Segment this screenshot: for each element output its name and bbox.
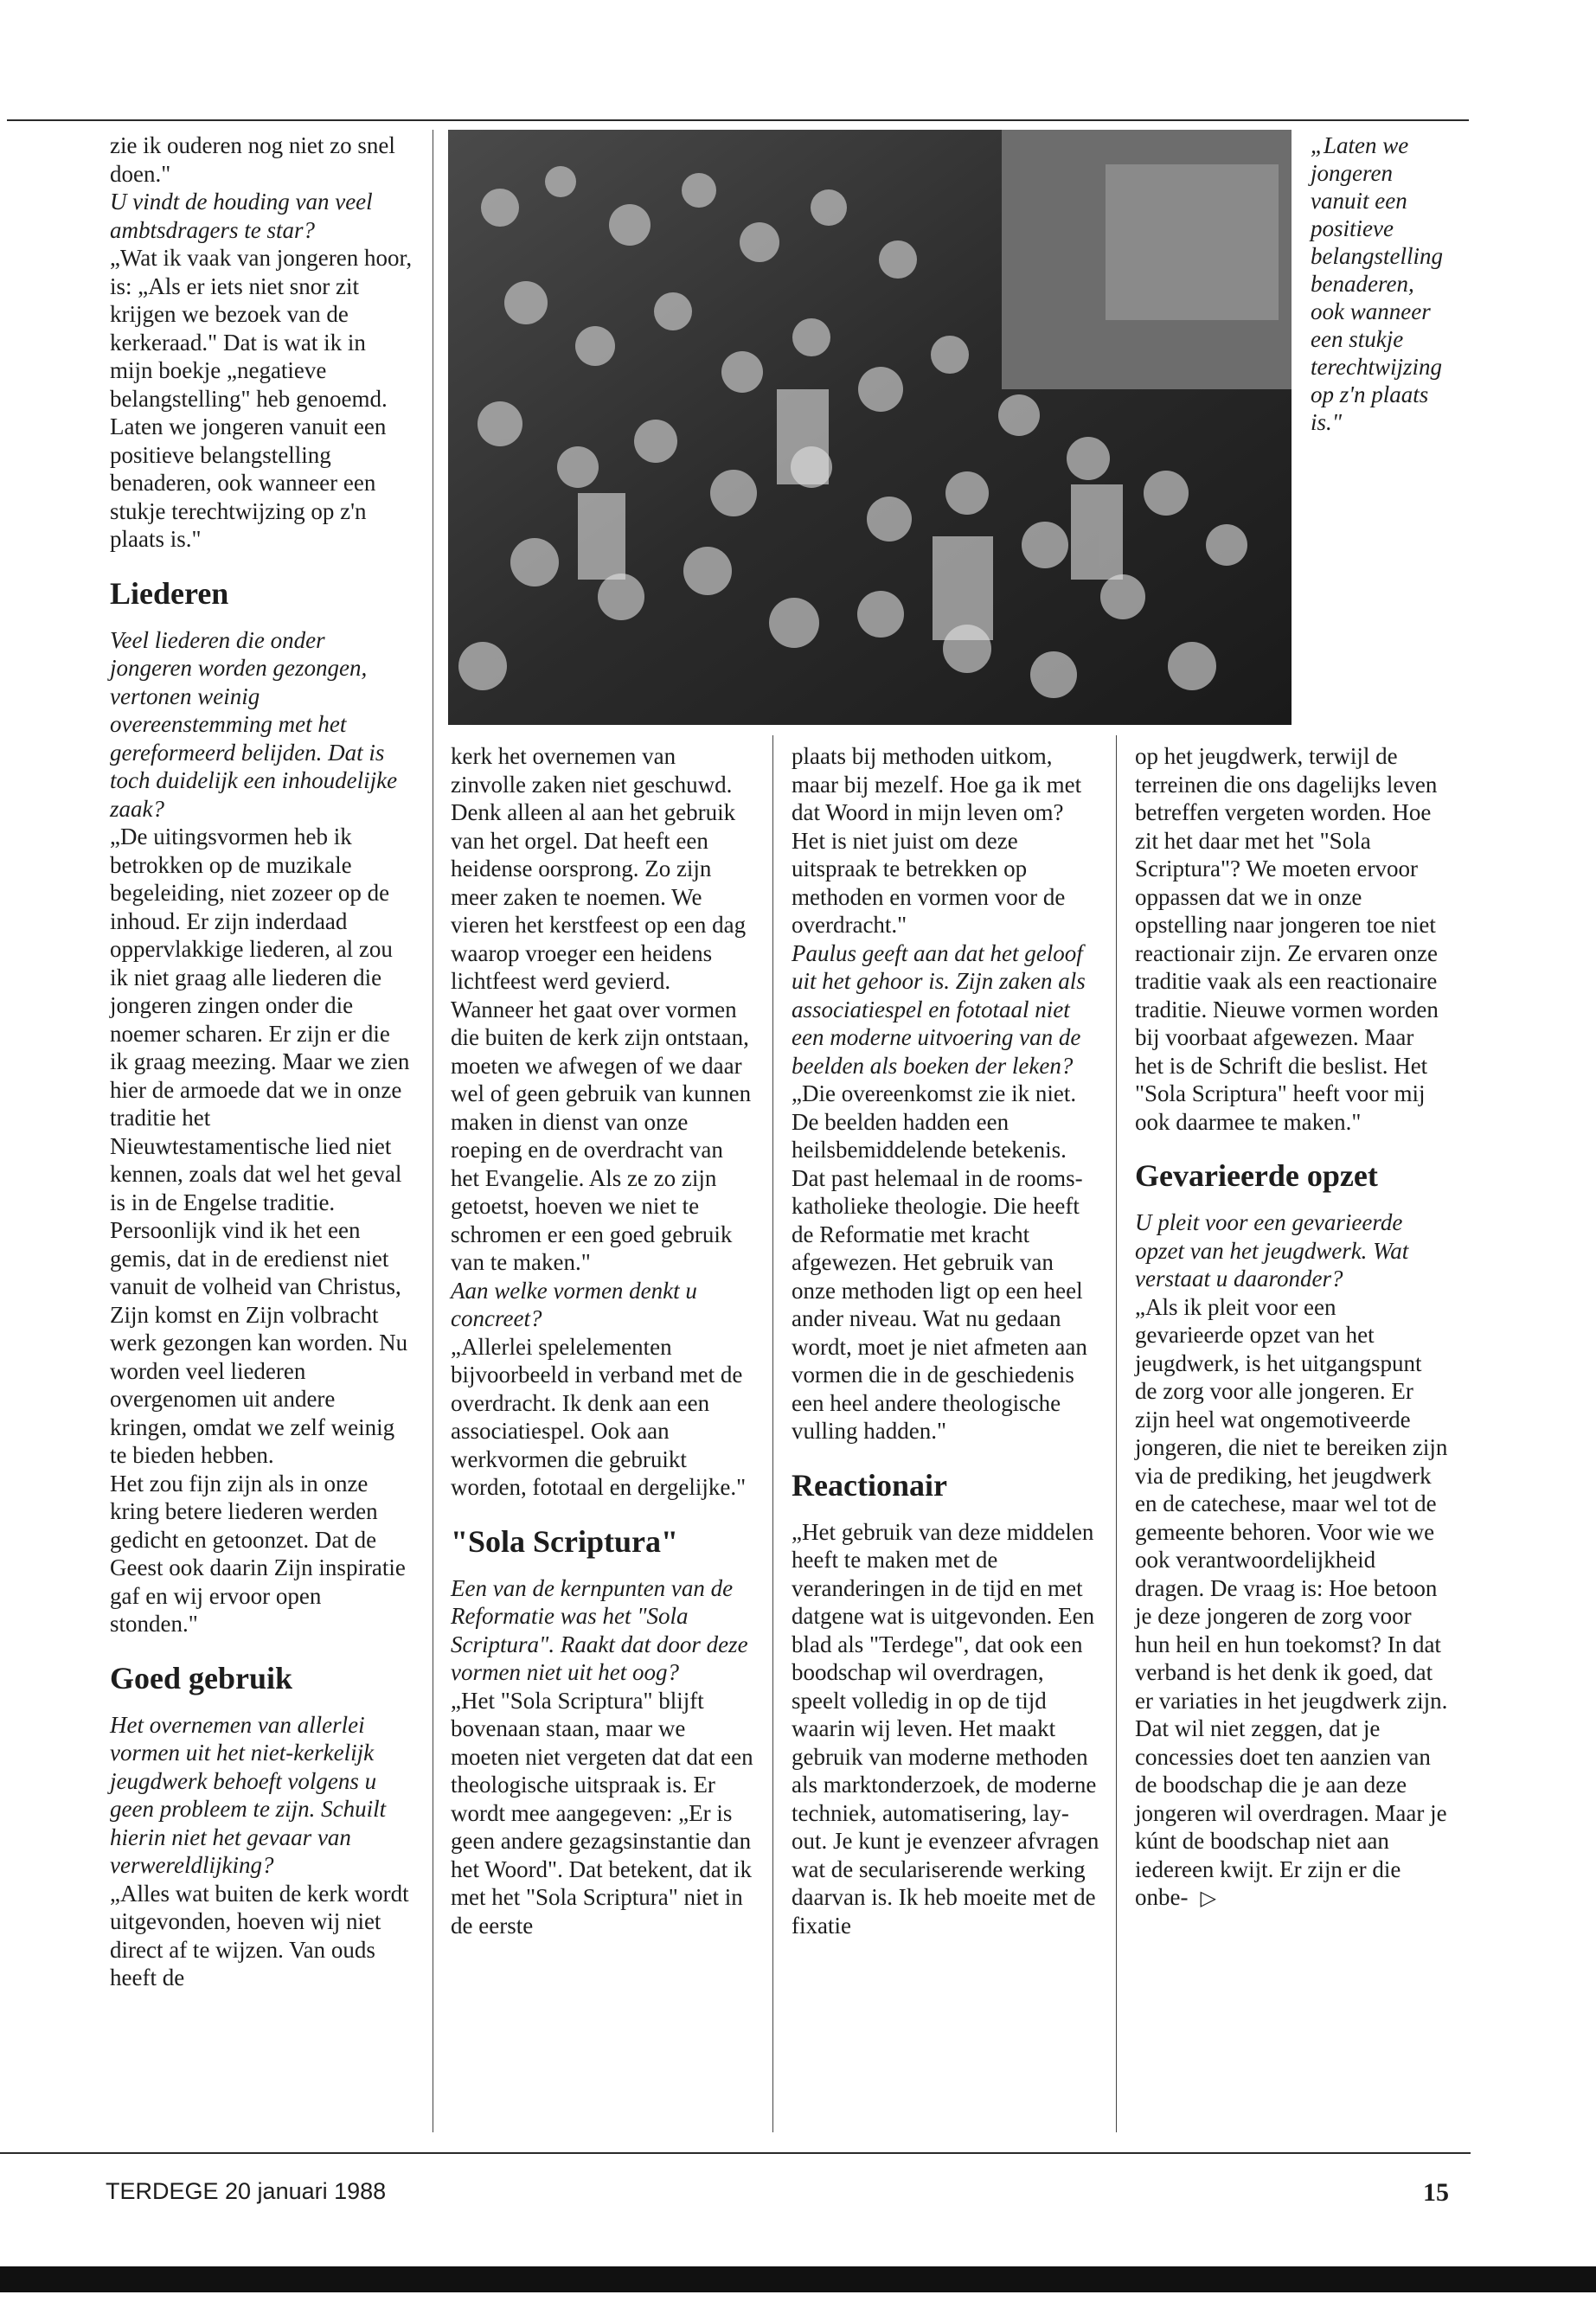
col3-paragraph-1: plaats bij methoden uitkom, maar bij mezelf. Hoe ga ik met dat Woord in mijn leven om? Het is niet juist om deze uitspraak te betrekken op methoden en vormen voor de overdracht."	[792, 743, 1082, 938]
col3-answer-2: „Het gebruik van deze middelen heeft te maken met de veranderingen in de tijd en met datgene wat is uitgevonden. Een blad als "Terdege", dat ook een boodschap wil overdragen, speelt volledig in op de tijd waarin wij leven. Het maakt gebruik van moderne methoden als marktonderzoek, de moderne techniek, automatisering, lay-out. Je kunt je evenzeer afvragen wat de seculariserende werking daarvan is. Ik heb moeite met de fixatie	[792, 1518, 1099, 1939]
heading-liederen: Liederen	[110, 575, 229, 611]
col3-question-1: Paulus geeft aan dat het geloof uit het gehoor is. Zijn zaken als associatiespel en fototaal niet een moderne uitvoering van de beelden als boeken der leken?	[792, 939, 1086, 1079]
col2-answer-2: „Het "Sola Scriptura" blijft bovenaan staan, maar we moeten niet vergeten dat dat een theologische uitspraak is. Er wordt mee aangegeven: „Er is geen andere gezagsinstantie dan het Woord". Dat betekent, dat ik met het "Sola Scriptura" niet in de eerste	[451, 1687, 753, 1939]
column-divider-3	[1116, 735, 1117, 2132]
column-2	[451, 742, 755, 1939]
bottom-rule	[0, 2152, 1471, 2154]
col4-answer-1-text: „Als ik pleit voor een gevarieerde opzet van het jeugdwerk, is het uitgangspunt de zorg voor alle jongeren. Er zijn heel wat ongemotiveerde jongeren, die niet te bereiken zijn via de prediking, het jeugdwerk en de catechese, maar wel tot de gemeente behoren. Voor wie we ook verantwoordelijkheid dragen. De vraag is: Hoe betoon je deze jongeren de zorg voor hun heil en hun toekomst? In dat verband is het denk ik goed, dat er variaties in het jeugdwerk zijn. Dat wil niet zeggen, dat je concessies doet ten aanzien van de boodschap die je aan deze jongeren wil overdragen. Maar je kúnt de boodschap niet aan iedereen kwijt. Er zijn er die onbe-	[1135, 1293, 1448, 1910]
heading-goed-gebruik: Goed gebruik	[110, 1660, 293, 1695]
scan-edge-band	[0, 2266, 1596, 2292]
col4-paragraph-1: op het jeugdwerk, terwijl de terreinen die ons dagelijks leven betreffen vergeten worden. Hoe zit het daar met het "Sola Scriptura"? We moeten ervoor oppassen dat we in onze opstelling naar jongeren toe niet reactionair zijn. Ze ervaren onze traditie vaak als een reactionaire traditie. Nieuwe vormen worden bij voorbaat afgewezen. Maar het is de Schrift die beslist. Het "Sola Scriptura" heeft voor mij ook daarmee te maken."	[1135, 743, 1439, 1135]
heading-sola-scriptura: "Sola Scriptura"	[451, 1523, 678, 1559]
col1-answer-2b: Het zou fijn zijn als in onze kring betere liederen werden gedicht en getoonzet. Dat de Geest ook daarin Zijn inspiratie gaf en wij ervoor open stonden."	[110, 1470, 406, 1637]
col1-question-2: Veel liederen die onder jongeren worden gezongen, vertonen weinig overeenstemming met het gereformeerd belijden. Dat is toch duidelijk een inhoudelijke zaak?	[110, 626, 398, 822]
col1-question-3: Het overnemen van allerlei vormen uit het niet-kerkelijk jeugdwerk behoeft volgens u geen probleem te zijn. Schuilt hierin niet het gevaar van verwereldlijking?	[110, 1711, 387, 1878]
column-1	[110, 131, 413, 1992]
column-4	[1135, 742, 1448, 1913]
column-divider-2	[772, 735, 773, 2132]
col4-answer-1	[1135, 1293, 1448, 1913]
col1-answer-3: „Alles wat buiten de kerk wordt uitgevonden, hoeven wij niet direct af te wijzen. Van ouds heeft de	[110, 1880, 409, 1990]
crowd-photo	[448, 130, 1292, 725]
col3-answer-1: „Die overeenkomst zie ik niet. De beelden hadden een heilsbemiddelende betekenis. Dat past helemaal in de rooms-katholieke theologie. Die heeft de Reformatie met kracht afgewezen. Het gebruik van onze methoden ligt op een heel ander niveau. Wat nu gedaan wordt, moet je niet afmeten aan vormen die in de geschiedenis een heel andere theologische vulling hadden."	[792, 1080, 1087, 1444]
col1-answer-2: „De uitingsvormen heb ik betrokken op de muzikale begeleiding, niet zozeer op de inhoud. Er zijn inderdaad oppervlakkige liederen, al zou ik niet graag alle liederen die jongeren zingen onder die noemer scharen. Er zijn er die ik graag meezing. Maar we zien hier de armoede dat we in onze traditie het Nieuwtestamentische lied niet kennen, zoals dat wel het geval is in de Engelse traditie. Persoonlijk vind ik het een gemis, dat in de eredienst niet vanuit de volheid van Christus, Zijn komst en Zijn volbracht werk gezongen kan worden. Nu worden veel liederen overgenomen uit andere kringen, omdat we zelf weinig te bieden hebben.	[110, 824, 410, 1468]
footer-publication: TERDEGE 20 januari 1988	[106, 2178, 387, 2204]
col1-answer-1: „Wat ik vaak van jongeren hoor, is: „Als er iets niet snor zit krijgen we bezoek van de kerkeraad." Dat is wat ik in mijn boekje „negatieve belangstelling" heb genoemd. Laten we jongeren vanuit een positieve belangstelling benaderen, ook wanneer een stukje terechtwijzing op z'n plaats is."	[110, 245, 413, 552]
continue-arrow-icon: ▷	[1200, 1888, 1216, 1910]
photo-caption: „Laten we jongeren vanuit een positieve belangstelling benaderen, ook wanneer een stukje terechtwijzing op z'n plaats is."	[1311, 132, 1443, 435]
crowd-photo-icon	[448, 130, 1292, 725]
heading-gevarieerde-opzet: Gevarieerde opzet	[1135, 1158, 1378, 1193]
col1-question-1: U vindt de houding van veel ambtsdragers te star?	[110, 189, 373, 243]
footer-page-number: 15	[1423, 2178, 1449, 2207]
col2-question-2: Een van de kernpunten van de Reformatie was het "Sola Scriptura". Raakt dat door deze vormen niet uit het oog?	[451, 1574, 748, 1685]
col2-answer-1: „Allerlei spelelementen bijvoorbeeld in verband met de overdracht. Ik denk aan een associatiespel. Ook aan werkvormen die gebruikt worden, fototaal en dergelijke."	[451, 1333, 747, 1500]
col4-question-1: U pleit voor een gevarieerde opzet van het jeugdwerk. Wat verstaat u daaronder?	[1135, 1209, 1409, 1292]
top-rule	[7, 119, 1469, 121]
col1-intro: zie ik ouderen nog niet zo snel doen."	[110, 132, 395, 187]
col2-question-1: Aan welke vormen denkt u concreet?	[451, 1277, 697, 1331]
col2-paragraph-1: kerk het overnemen van zinvolle zaken niet geschuwd. Denk alleen al aan het gebruik van het orgel. Dat heeft een heidense oorsprong. Zo zijn meer zaken te noemen. We vieren het kerstfeest op een dag waarop vroeger een heidens lichtfeest werd gevierd. Wanneer het gaat over vormen die buiten de kerk zijn ontstaan, moeten we afwegen of we daar wel of geen gebruik van kunnen maken in dienst van onze roeping en de overdracht van het Evangelie. Als ze zo zijn getoetst, hoeven we niet te schromen er een goed gebruik van te maken."	[451, 743, 752, 1275]
column-3	[792, 742, 1099, 1939]
heading-reactionair: Reactionair	[792, 1467, 947, 1503]
